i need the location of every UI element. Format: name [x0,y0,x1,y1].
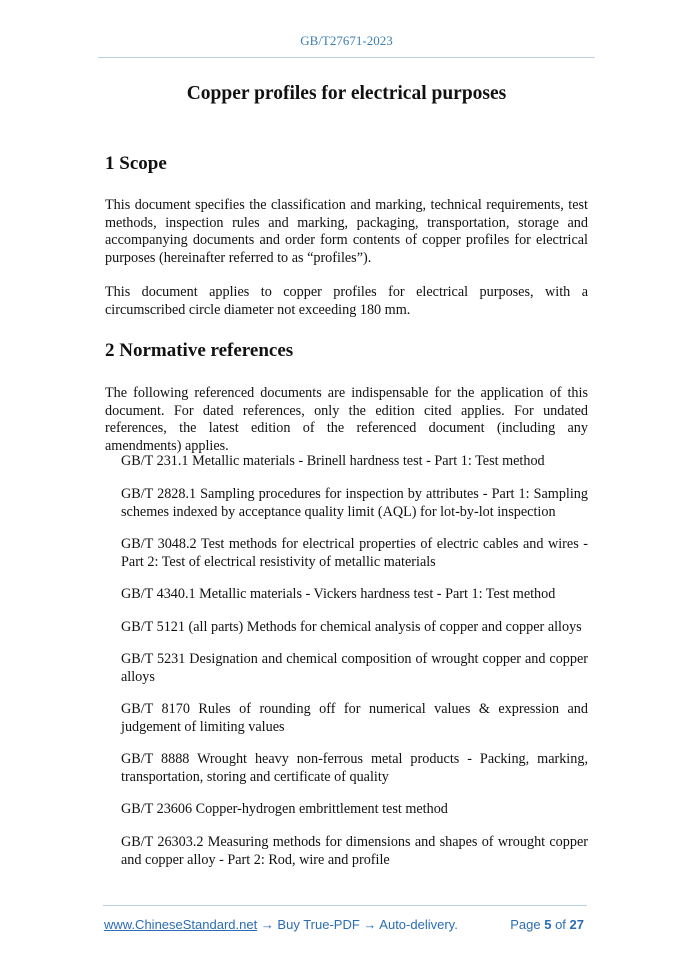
chinesestandard-link[interactable]: www.ChineseStandard.net [104,917,258,932]
reference-item: GB/T 5231 Designation and chemical composition of wrought copper and copper alloys [121,651,588,685]
document-code-header: GB/T27671-2023 [300,33,393,48]
reference-item: GB/T 3048.2 Test methods for electrical properties of electric cables and wires - Part 2: Test of electrical resistivity of metallic materials [121,536,588,570]
page-indicator [510,917,584,932]
footer-promo-text: → Buy True-PDF → Auto-delivery. [257,917,458,932]
section-heading-normative-references: 2 Normative references [105,340,294,361]
header-divider [98,57,595,58]
reference-item: GB/T 231.1 Metallic materials - Brinell hardness test - Part 1: Test method [121,453,545,469]
reference-item: GB/T 4340.1 Metallic materials - Vickers hardness test - Part 1: Test method [121,586,556,602]
reference-item: GB/T 5121 (all parts) Methods for chemical analysis of copper and copper alloys [121,619,582,635]
normative-intro-paragraph: The following referenced documents are indispensable for the application of this document. For dated references, only the edition cited applies. For undated references, the latest edition of the referenced document (including any amendments) applies. [105,385,588,454]
footer-divider [103,905,587,906]
reference-item: GB/T 2828.1 Sampling procedures for inspection by attributes - Part 1: Sampling schemes indexed by acceptance quality limit (AQL) for lot-by-lot inspection [121,486,588,520]
section-heading-scope: 1 Scope [105,153,167,174]
scope-paragraph-1: This document specifies the classification and marking, technical requirements, test methods, inspection rules and marking, packaging, transportation, storage and accompanying documents and order form contents of copper profiles for electrical purposes (hereinafter referred to as “profiles”). [105,197,588,266]
document-title: Copper profiles for electrical purposes [186,83,507,104]
page-footer [104,917,584,932]
reference-item: GB/T 23606 Copper-hydrogen embrittlement test method [121,801,448,817]
page-of-label: of [555,917,566,932]
page-label: Page [510,917,541,932]
page-current: 5 [544,917,552,932]
reference-item: GB/T 8170 Rules of rounding off for numerical values & expression and judgement of limiting values [121,701,588,735]
reference-item: GB/T 26303.2 Measuring methods for dimensions and shapes of wrought copper and copper alloy - Part 2: Rod, wire and profile [121,834,588,868]
scope-paragraph-2: This document applies to copper profiles for electrical purposes, with a circumscribed circle diameter not exceeding 180 mm. [105,284,588,318]
reference-item: GB/T 8888 Wrought heavy non-ferrous metal products - Packing, marking, transportation, storing and certificate of quality [121,751,588,785]
page-total: 27 [569,917,584,932]
